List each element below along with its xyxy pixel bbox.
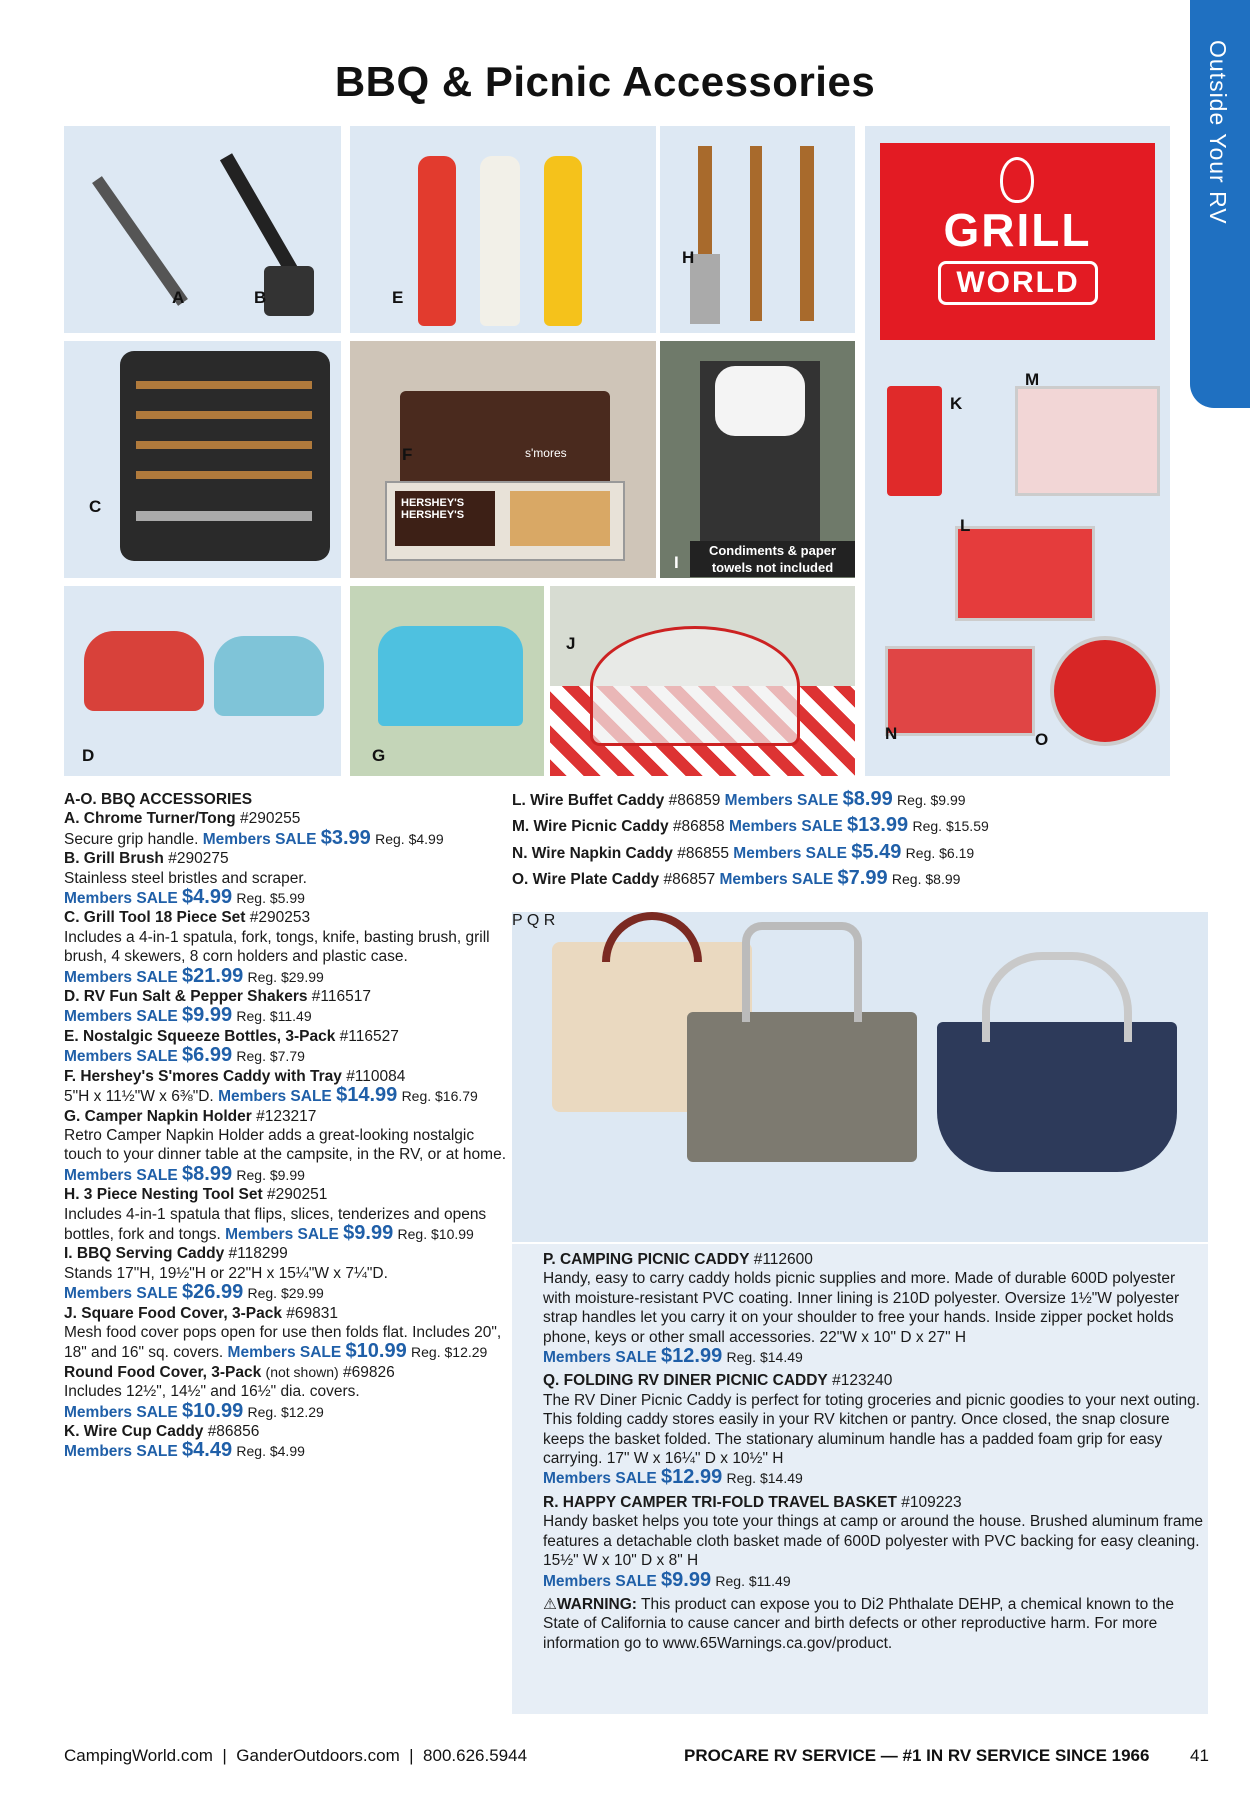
shaker-blue (214, 636, 324, 716)
basket-q-handle (742, 922, 862, 1022)
tool-fork (750, 146, 762, 321)
item-g-price: $8.99 (182, 1162, 233, 1185)
right-column-wire-list (512, 790, 1202, 890)
photo-letter-m: M (1025, 370, 1040, 389)
tool-row-3 (136, 441, 312, 449)
item-c-price-line: Members SALE $21.99 Reg. $29.99 (64, 964, 324, 987)
item-r-desc: Handy basket helps you tote your things at camp or around the house. Brushed aluminum frame features a detachable cloth basket made of 600D polyester with PVC backing for easy cleaning. 15½" W x 10" D x 8" H (543, 1513, 1203, 1570)
photo-letter-i: I (674, 553, 679, 572)
item-e-price-line: Members SALE $6.99 Reg. $7.79 (64, 1044, 305, 1067)
item-e-price: $6.99 (182, 1044, 233, 1067)
item-d: D. RV Fun Salt & Pepper Shakers #116517 (64, 988, 371, 1006)
photo-letter-r: R (543, 912, 556, 929)
item-f: F. Hershey's S'mores Caddy with Tray #110084 (64, 1067, 406, 1085)
warning-icon: ⚠WARNING: (543, 1595, 637, 1613)
item-l-price: $8.99 (842, 788, 893, 810)
item-a: A. Chrome Turner/Tong #290255 (64, 810, 301, 828)
item-g-price-line: Members SALE $8.99 Reg. $9.99 (64, 1162, 305, 1185)
item-o: O. Wire Plate Caddy #86857 Members SALE $7.99 Reg. $8.99 (512, 867, 961, 890)
item-m-price: $13.99 (847, 814, 909, 837)
tool-row-4 (136, 471, 312, 479)
section-title: A-O. BBQ ACCESSORIES (64, 791, 253, 808)
photo-squeeze-bottles (350, 126, 656, 333)
photo-grill-tool-set (64, 341, 341, 578)
napkin-holder-body (378, 626, 523, 726)
item-c-desc: Includes a 4-in-1 spatula, fork, tongs, knife, basting brush, grill brush, 4 skewers, 8 corn holders and plastic case. (64, 928, 490, 966)
item-b-price-line: Members SALE $4.99 Reg. $5.99 (64, 886, 305, 909)
item-round-desc: Includes 12½", 14½" and 16½" dia. covers. (64, 1383, 360, 1401)
basket-r-handle (982, 952, 1132, 1042)
hershey-label-1: HERSHEY'S (401, 497, 465, 509)
item-i-desc: Stands 17"H, 19½"H or 22"H x 15¼"W x 7¼"D. (64, 1264, 388, 1282)
tool-row-2 (136, 411, 312, 419)
item-j-desc: Mesh food cover pops open for use then folds flat. Includes 20", 18" and 16" sq. covers. Members SALE $10.99 Reg. $12.29 (64, 1323, 502, 1363)
item-r-price-line: Members SALE $9.99 Reg. $11.49 (543, 1568, 791, 1591)
photo-letter-b: B (254, 288, 267, 307)
item-h-price: $9.99 (343, 1221, 394, 1244)
cup-stack (887, 386, 942, 496)
brush-head-shape (264, 266, 314, 316)
photo-letter-j: J (566, 634, 576, 653)
grill-logo-line2: WORLD (938, 261, 1098, 305)
item-p-price-line: Members SALE $12.99 Reg. $14.49 (543, 1345, 803, 1368)
caddy-note-line2: towels not included (711, 560, 834, 575)
photo-serving-caddy (660, 341, 855, 578)
item-d-price: $9.99 (182, 1004, 233, 1027)
photo-letter-e: E (392, 288, 404, 307)
flame-icon (1000, 157, 1034, 203)
photo-letter-c: C (89, 497, 102, 516)
footer-tagline: PROCARE RV SERVICE — #1 IN RV SERVICE SINCE 1966 (684, 1746, 1150, 1765)
caddy-note (690, 541, 855, 577)
bottle-white (480, 156, 520, 326)
item-i-price: $26.99 (182, 1281, 244, 1304)
item-b-price: $4.99 (182, 886, 233, 909)
item-k-price-line: Members SALE $4.49 Reg. $4.99 (64, 1439, 305, 1462)
tool-row-5 (136, 511, 312, 521)
item-f-price-line: 5"H x 11½"W x 6⅜"D. Members SALE $14.99 Reg. $16.79 (64, 1084, 478, 1107)
item-round-price-line: Members SALE $10.99 Reg. $12.29 (64, 1399, 324, 1422)
page-title: BBQ & Picnic Accessories (334, 58, 876, 105)
item-b: B. Grill Brush #290275 (64, 850, 229, 868)
photo-food-cover (550, 586, 855, 776)
photo-letter-p: P (512, 912, 523, 929)
grill-world-logo (880, 143, 1155, 340)
right-description-text (543, 1250, 1203, 1653)
grill-logo-line1: GRILL (943, 204, 1092, 256)
side-tab-label: Outside Your RV (1205, 40, 1231, 225)
wire-plate-caddy (1050, 636, 1160, 746)
item-o-price: $7.99 (837, 867, 888, 890)
photo-letter-o: O (1035, 730, 1049, 749)
item-q-desc: The RV Diner Picnic Caddy is perfect for toting groceries and picnic goodies to your next outing. This folding caddy stores easily in your RV kitchen or pantry. Once closed, the snap closure keeps the basket folded. The stationary aluminum handle has a padded foam grip for easy carrying. 17" W x 16¼" D x 10½" H (543, 1391, 1201, 1468)
item-a-price: $3.99 (320, 826, 371, 849)
item-round: Round Food Cover, 3-Pack (not shown) #69826 (64, 1363, 395, 1381)
item-c-price: $21.99 (182, 964, 244, 987)
caddy-note-line1: Condiments & paper (708, 543, 837, 558)
photo-napkin-holder (350, 586, 544, 776)
photo-letter-f: F (402, 445, 413, 464)
basket-r (937, 1022, 1177, 1172)
photo-salt-pepper (64, 586, 341, 776)
item-g: G. Camper Napkin Holder #123217 (64, 1107, 317, 1125)
item-k-price: $4.49 (182, 1439, 233, 1462)
photo-baskets (512, 912, 1208, 1242)
item-n-price: $5.49 (851, 840, 902, 863)
item-d-price-line: Members SALE $9.99 Reg. $11.49 (64, 1004, 312, 1027)
item-q-price: $12.99 (661, 1466, 723, 1489)
item-m: M. Wire Picnic Caddy #86858 Members SALE $13.99 Reg. $15.59 (512, 814, 989, 837)
hershey-label-2: HERSHEY'S (401, 509, 465, 521)
hershey-bar (395, 491, 495, 546)
item-c: C. Grill Tool 18 Piece Set #290253 (64, 909, 311, 927)
item-q-price-line: Members SALE $12.99 Reg. $14.49 (543, 1466, 803, 1489)
photo-letter-q: Q (526, 912, 540, 929)
smores-label: s'mores (525, 446, 567, 460)
basket-p-strap (602, 912, 702, 962)
item-round-price: $10.99 (182, 1399, 244, 1422)
tool-spatula-head (690, 254, 720, 324)
left-column (64, 790, 514, 1462)
item-j-price: $10.99 (345, 1340, 407, 1363)
wire-napkin-caddy (885, 646, 1035, 736)
item-i-price-line: Members SALE $26.99 Reg. $29.99 (64, 1281, 324, 1304)
item-r: R. HAPPY CAMPER TRI-FOLD TRAVEL BASKET #109223 (543, 1493, 962, 1511)
item-p-price: $12.99 (661, 1345, 723, 1368)
photo-letter-h: H (682, 248, 695, 267)
item-e: E. Nostalgic Squeeze Bottles, 3-Pack #116527 (64, 1027, 399, 1045)
photo-turner-brush (64, 126, 341, 333)
shaker-red (84, 631, 204, 711)
tool-row-1 (136, 381, 312, 389)
paper-towel (715, 366, 805, 436)
bottle-yellow (544, 156, 582, 326)
item-h-desc: Includes 4-in-1 spatula that flips, slices, tenderizes and opens bottles, fork and tongs. Members SALE $9.99 Reg. $10.99 (64, 1205, 487, 1244)
photo-nesting-tools (660, 126, 855, 333)
item-g-desc: Retro Camper Napkin Holder adds a great-looking nostalgic touch to your dinner table at the campsite, in the RV, or at home. (64, 1126, 507, 1164)
page-number: 41 (1190, 1746, 1209, 1765)
item-p: P. CAMPING PICNIC CADDY #112600 (543, 1251, 813, 1268)
warning-text: ⚠WARNING: This product can expose you to Di2 Phthalate DEHP, a chemical known to the State of California to cause cancer and birth defects or other reproductive harm. For more information go to www.65Warnings.ca.gov/product. (543, 1595, 1175, 1652)
item-q: Q. FOLDING RV DINER PICNIC CADDY #123240 (543, 1372, 893, 1390)
wire-buffet-caddy (955, 526, 1095, 621)
bottle-red (418, 156, 456, 326)
footer-links[interactable]: CampingWorld.com | GanderOutdoors.com | 800.626.5944 (64, 1746, 528, 1765)
item-l: L. Wire Buffet Caddy #86859 Members SALE $8.99 Reg. $9.99 (512, 788, 966, 810)
item-j: J. Square Food Cover, 3-Pack #69831 (64, 1304, 338, 1322)
graham-crackers (510, 491, 610, 546)
photo-letter-k: K (950, 394, 963, 413)
item-f-price: $14.99 (336, 1084, 398, 1107)
tong-shape (92, 176, 188, 306)
photo-wire-caddies (865, 356, 1170, 776)
photo-smores-caddy (350, 341, 656, 578)
photo-letter-d: D (82, 746, 95, 765)
item-h: H. 3 Piece Nesting Tool Set #290251 (64, 1186, 328, 1204)
item-b-desc: Stainless steel bristles and scraper. (64, 869, 307, 887)
tool-tongs (800, 146, 814, 321)
tool-spatula (698, 146, 712, 256)
mesh-cover (590, 626, 800, 746)
photo-letter-n: N (885, 724, 898, 743)
photo-letter-a: A (172, 288, 185, 307)
item-a-desc: Secure grip handle. Members SALE $3.99 Reg. $4.99 (64, 826, 444, 849)
item-k: K. Wire Cup Caddy #86856 (64, 1423, 260, 1440)
photo-letter-g: G (372, 746, 386, 765)
item-r-price: $9.99 (661, 1568, 712, 1591)
item-i: I. BBQ Serving Caddy #118299 (64, 1245, 288, 1263)
item-p-desc: Handy, easy to carry caddy holds picnic supplies and more. Made of durable 600D polyester with moisture-resistant PVC coating. Inner lining is 210D polyester. Oversize 1½"W polyester strap handles let you carry it on your shoulder to free your hands. Inside zipper pocket holds phone, keys or other small accessories. 22"W x 10" D x 27" H (543, 1270, 1180, 1346)
item-n: N. Wire Napkin Caddy #86855 Members SALE $5.49 Reg. $6.19 (512, 840, 975, 863)
wire-picnic-caddy (1015, 386, 1160, 496)
basket-q (687, 1012, 917, 1162)
photo-letter-l: L (960, 516, 971, 535)
